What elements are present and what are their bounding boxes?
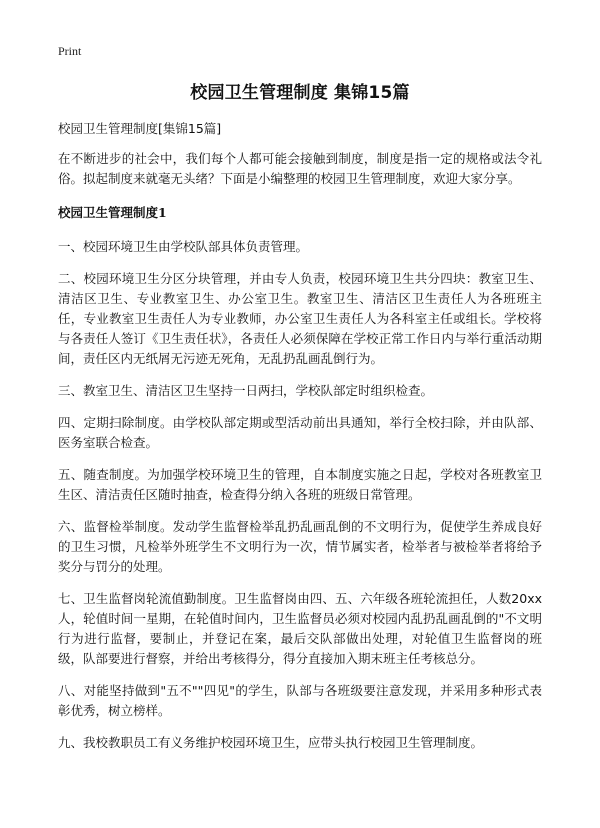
rule-paragraph-4: 四、定期扫除制度。由学校队部定期或型活动前出具通知，举行全校扫除，并由队部、医务室联合检查。	[58, 415, 542, 450]
print-label: Print	[58, 44, 82, 58]
rule-paragraph-8: 八、对能坚持做到"五不""四见"的学生，队部与各班级要注意发现，并采用多种形式表彰优秀，树立榜样。	[58, 683, 542, 718]
document-subtitle: 校园卫生管理制度[集锦15篇]	[58, 121, 222, 136]
rule-paragraph-7: 七、卫生监督岗轮流值勤制度。卫生监督岗由四、五、六年级各班轮流担任，人数20xx人，轮值时间一星期，在轮值时间内，卫生监督员必须对校园内乱扔乱画乱倒的"不文明行为进行监督，要制止，并登记在案，最后交队部做出处理，对轮值卫生监督岗的班级，队部要进行督察，并给出考核得分，得分直接加入期末班主任考核总分。	[58, 591, 542, 666]
rule-paragraph-9: 九、我校教职员工有义务维护校园环境卫生，应带头执行校园卫生管理制度。	[58, 735, 484, 750]
rule-paragraph-6: 六、监督检举制度。发动学生监督检举乱扔乱画乱倒的不文明行为，促使学生养成良好的卫生习惯，凡检举外班学生不文明行为一次，情节属实者，检举者与被检举者将给予奖分与罚分的处理。	[58, 519, 542, 574]
rule-paragraph-5: 五、随查制度。为加强学校环境卫生的管理，自本制度实施之日起，学校对各班教室卫生区、清洁责任区随时抽查，检查得分纳入各班的班级日常管理。	[58, 467, 542, 502]
document-body	[58, 119, 542, 765]
intro-paragraph: 在不断进步的社会中，我们每个人都可能会接触到制度，制度是指一定的规格或法令礼俗。拟起制度来就毫无头绪？下面是小编整理的校园卫生管理制度，欢迎大家分享。	[58, 151, 542, 186]
document-title: 校园卫生管理制度 集锦15篇	[190, 83, 410, 103]
rule-paragraph-2: 二、校园环境卫生分区分块管理，并由专人负责，校园环境卫生共分四块：教室卫生、清洁区卫生、专业教室卫生、办公室卫生。教室卫生、清洁区卫生责任人为各班班主任，专业教室卫生责任人为专业教师，办公室卫生责任人为各科室主任或组长。学校将与各责任人签订《卫生责任状》，各责任人必须保障在学校正常工作日内与举行重活动期间，责任区内无纸屑无污迹无死角，无乱扔乱画乱倒行为。	[58, 271, 542, 366]
rule-paragraph-3: 三、教室卫生、清洁区卫生坚持一日两扫，学校队部定时组织检查。	[58, 383, 434, 398]
section-heading: 校园卫生管理制度1	[58, 205, 167, 220]
rule-paragraph-1: 一、校园环境卫生由学校队部具体负责管理。	[58, 239, 309, 254]
